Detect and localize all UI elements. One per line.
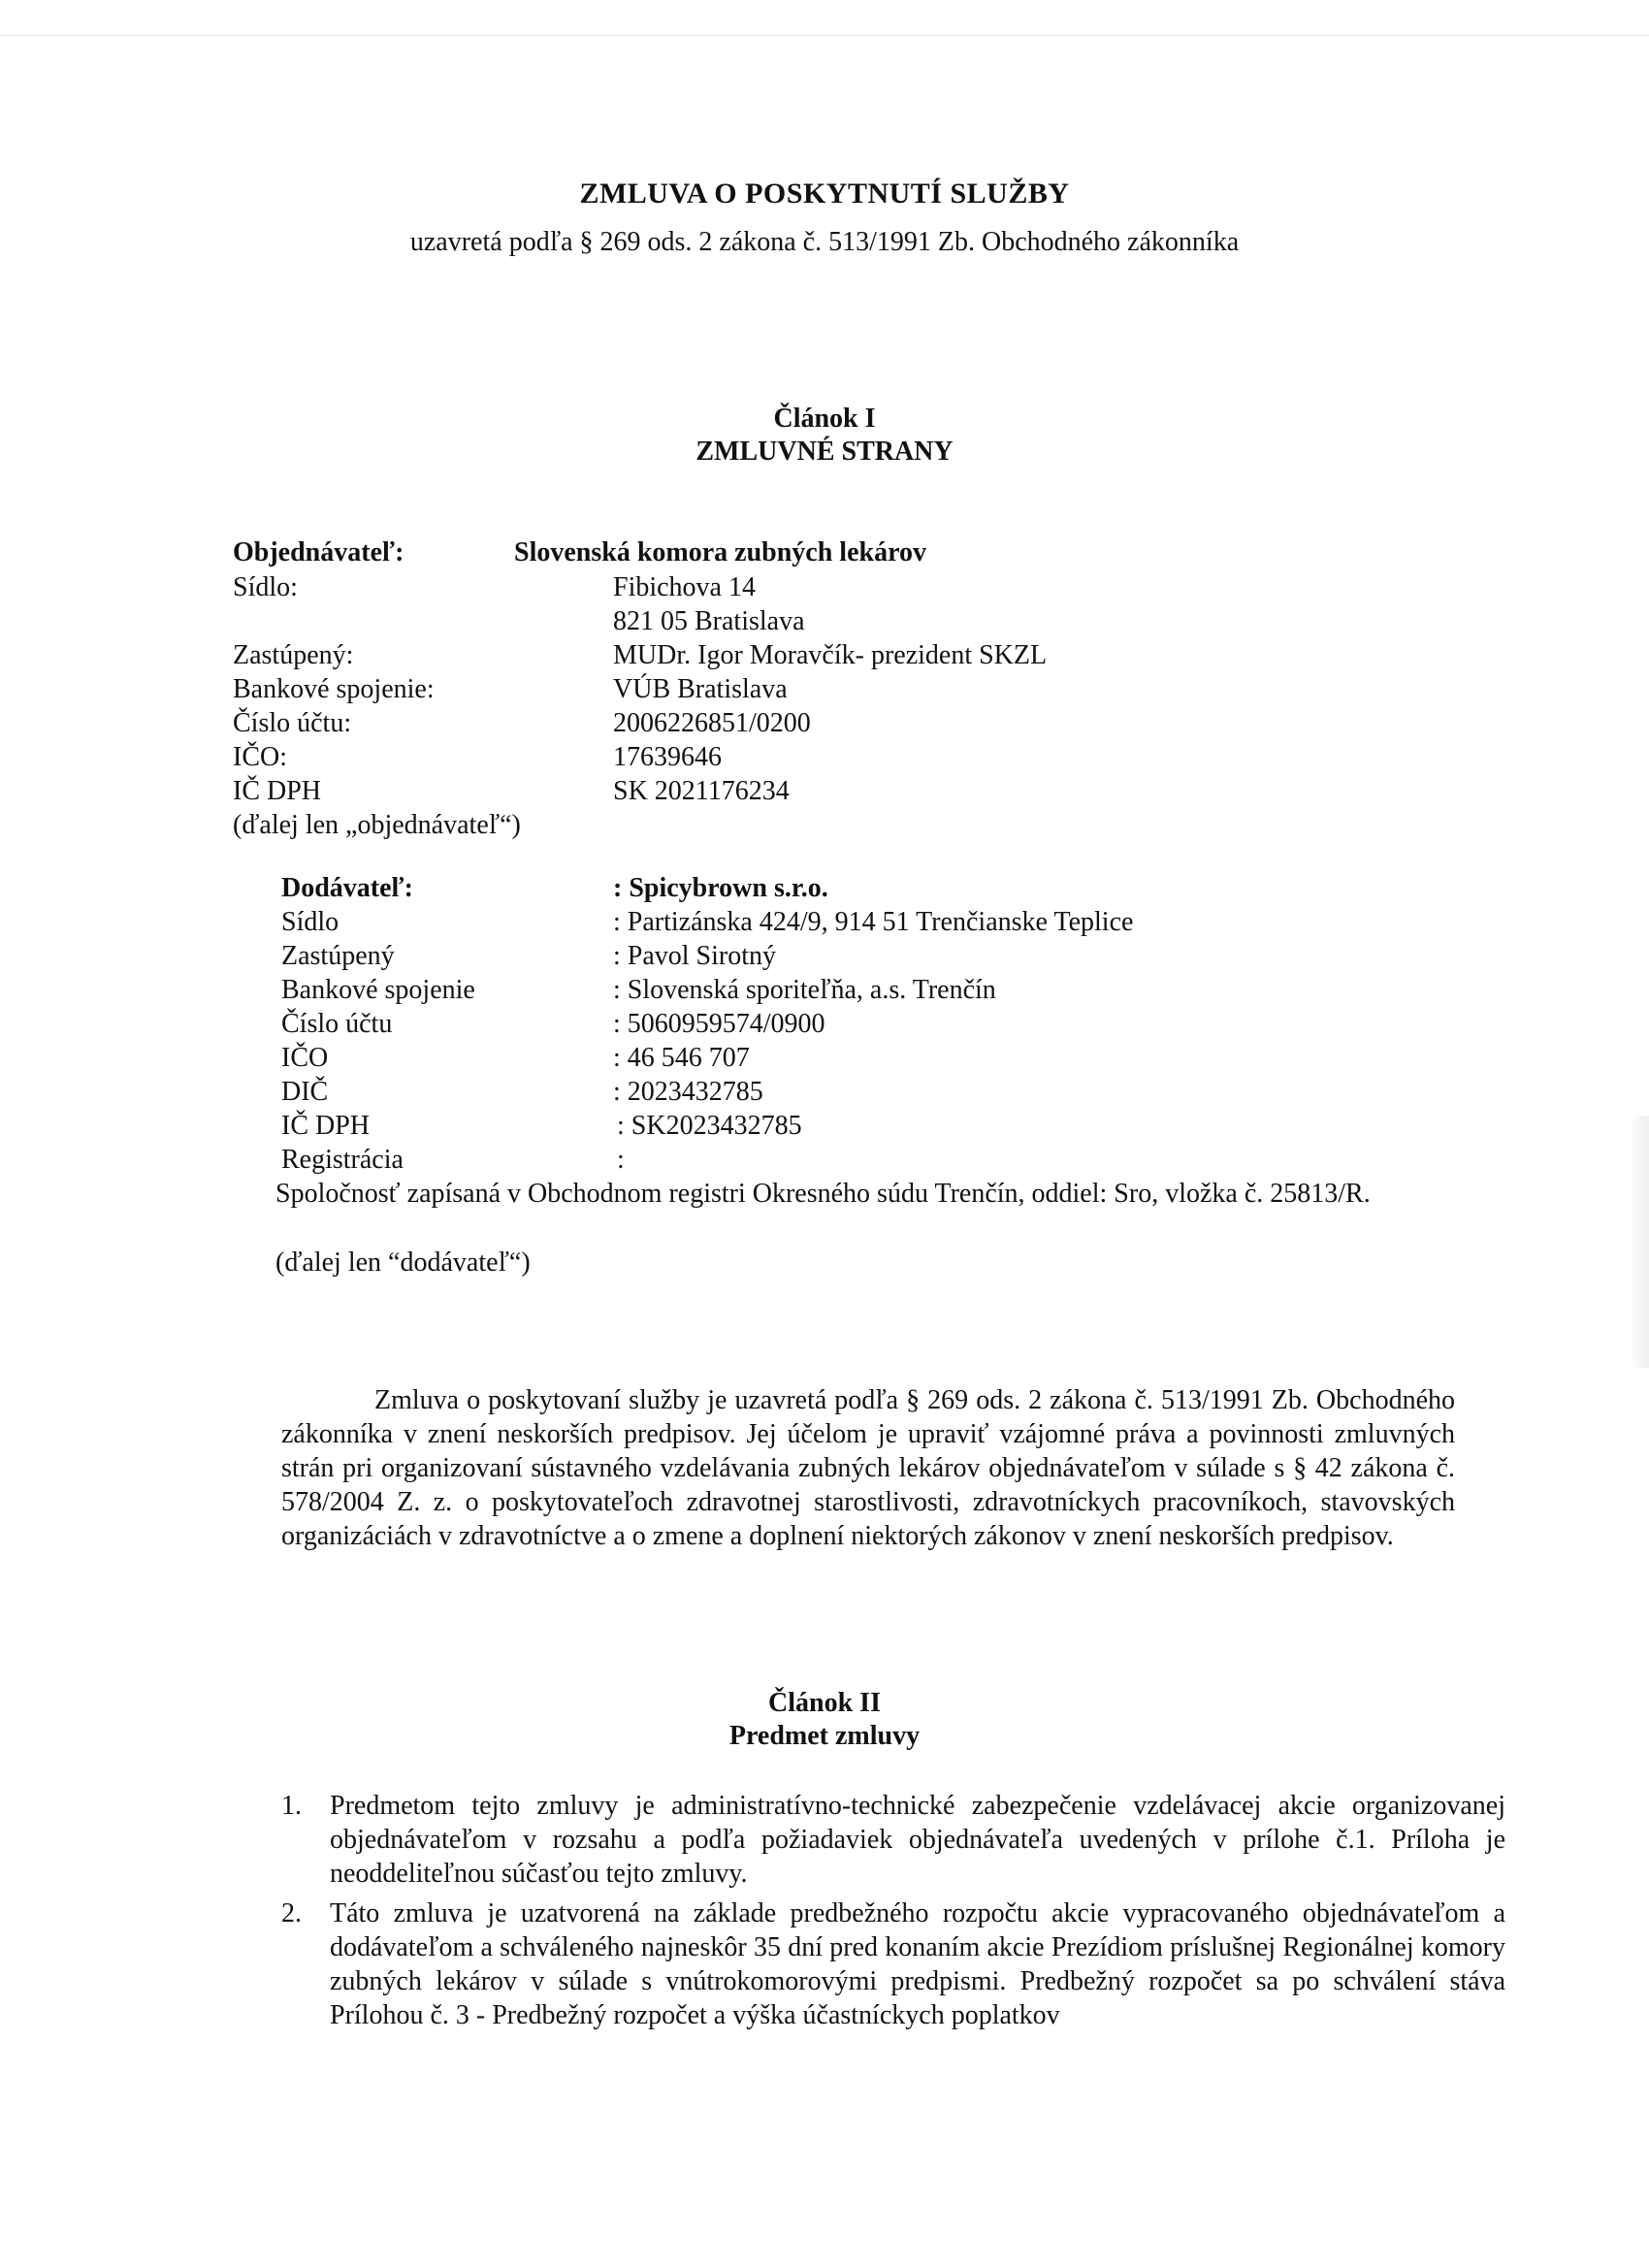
supplier-reg-value: : [617,1145,625,1175]
scan-edge-line [0,35,1649,36]
supplier-reg-label: Registrácia [281,1145,404,1175]
article-1-number: Článok I [773,404,876,434]
supplier-ico-label: IČO [281,1043,329,1073]
orderer-alias: (ďalej len „objednávateľ“) [233,810,521,840]
orderer-rep-label: Zastúpený: [233,640,354,670]
supplier-account-value: : 5060959574/0900 [613,1009,825,1039]
supplier-alias: (ďalej len “dodávateľ“) [275,1247,531,1278]
list-item [281,1896,1505,2032]
list-item-text: Predmetom tejto zmluvy je administratívno-technické zabezpečenie vzdelávacej akcie organizovanej objednávateľom v rozsahu a podľa požiadaviek objednávateľa uvedených v prílohe č.1. Príloha je neoddeliteľnou súčasťou tejto zmluvy. [330,1791,1505,1889]
supplier-seat-value: : Partizánska 424/9, 914 51 Trenčianske Teplice [613,907,1134,937]
orderer-bank-label: Bankové spojenie: [233,674,435,704]
orderer-account-value: 2006226851/0200 [613,708,811,738]
orderer-vat-label: IČ DPH [233,776,322,806]
supplier-ico-value: : 46 546 707 [613,1043,750,1073]
orderer-ico-value: 17639646 [613,742,722,772]
orderer-name: Slovenská komora zubných lekárov [514,537,926,567]
scan-shadow [1628,1116,1649,1368]
orderer-rep-value: MUDr. Igor Moravčík- prezident SKZL [613,640,1048,670]
supplier-dic-label: DIČ [281,1077,329,1107]
list-item-number: 2. [281,1898,302,1928]
document-title: ZMLUVA O POSKYTNUTÍ SLUŽBY [579,178,1070,210]
article-2-heading: Predmet zmluvy [728,1721,921,1751]
supplier-role-label: Dodávateľ: [281,873,413,903]
orderer-seat-line1: Fibichova 14 [613,572,756,602]
orderer-seat-label: Sídlo: [233,572,298,602]
article-1-heading: ZMLUVNÉ STRANY [695,437,954,467]
article-2-number: Článok II [768,1688,881,1718]
supplier-registration-text: Spoločnosť zapísaná v Obchodnom registri Okresného súdu Trenčín, oddiel: Sro, vložka č. 25813/R. [275,1179,1371,1209]
supplier-vat-value: : SK2023432785 [617,1111,802,1141]
orderer-role-label: Objednávateľ: [233,537,404,567]
supplier-rep-label: Zastúpený [281,941,395,971]
orderer-vat-value: SK 2021176234 [613,776,790,806]
supplier-seat-label: Sídlo [281,907,340,937]
orderer-seat-line2: 821 05 Bratislava [613,606,805,636]
supplier-name: : Spicybrown s.r.o. [613,873,828,903]
supplier-account-label: Číslo účtu [281,1009,393,1039]
list-item [281,1789,1505,1891]
list-item-text: Táto zmluva je uzatvorená na základe predbežného rozpočtu akcie vypracovaného objednávateľom a dodávateľom a schváleného najneskôr 35 dní pred konaním akcie Prezídiom príslušnej Regionálnej komory zubných lekárov v súlade s vnútrokomorovými predpismi. Predbežný rozpočet sa po schválení stáva Prílohou č. 3 - Predbežný rozpočet a výška účastníckych poplatkov [330,1898,1505,2030]
intro-text: Zmluva o poskytovaní služby je uzavretá podľa § 269 ods. 2 zákona č. 513/1991 Zb. Obchodného zákonníka v znení neskorších predpisov. Jej účelom je upraviť vzájomné práva a povinnosti zmluvných strán pri organizovaní sústavného vzdelávania zubných lekárov objednávateľom v súlade s § 42 zákona č. 578/2004 Z. z. o poskytovateľoch zdravotnej starostlivosti, zdravotníckych pracovníkoch, stavovských organizáciách v zdravotníctve a o zmene a doplnení niektorých zákonov v znení neskorších predpisov. [281,1385,1455,1551]
supplier-bank-value: : Slovenská sporiteľňa, a.s. Trenčín [613,975,996,1005]
intro-paragraph [281,1383,1455,1553]
article-2-list [281,1789,1505,2038]
orderer-bank-value: VÚB Bratislava [613,674,788,704]
supplier-vat-label: IČ DPH [281,1111,371,1141]
supplier-rep-value: : Pavol Sirotný [613,941,777,971]
document-subtitle: uzavretá podľa § 269 ods. 2 zákona č. 513/1991 Zb. Obchodného zákonníka [409,227,1240,257]
orderer-account-label: Číslo účtu: [233,708,352,738]
supplier-dic-value: : 2023432785 [613,1077,763,1107]
orderer-ico-label: IČO: [233,742,287,772]
list-item-number: 1. [281,1791,302,1821]
supplier-bank-label: Bankové spojenie [281,975,475,1005]
